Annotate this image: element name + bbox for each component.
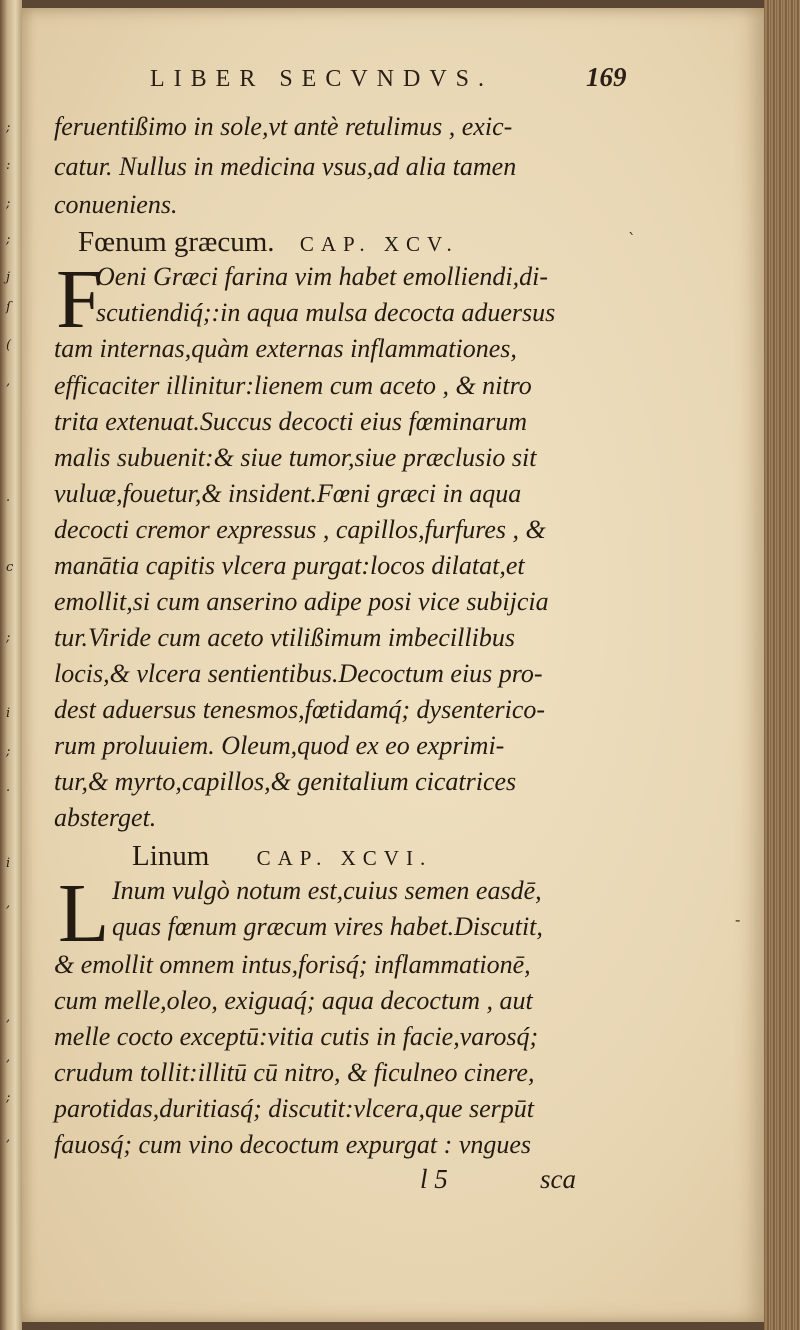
text-line: malis subuenit:& siue tumor,siue præclusio sit	[54, 443, 537, 472]
ink-speck: ˋ	[628, 230, 636, 249]
chapter-title: Fœnum græcum.	[78, 226, 275, 258]
book-fore-edge	[764, 0, 800, 1330]
signature-mark: l 5	[420, 1164, 448, 1194]
text-line: trita extenuat.Succus decocti eius fœminarum	[54, 407, 527, 436]
text-line: tam internas,quàm externas inflammationes,	[54, 334, 517, 363]
text-line: manātia capitis vlcera purgat:locos dilatat,et	[54, 551, 525, 580]
chapter-number: CAP. XCV.	[299, 232, 459, 256]
margin-marks: ; : ; ; j ſ ( , . c ; i ; . i , , , ; ,	[6, 120, 14, 1145]
text-line: locis,& vlcera sentientibus.Decoctum eius pro-	[54, 659, 543, 688]
text-line: tur.Viride cum aceto vtilißimum imbecillibus	[54, 623, 515, 652]
text-line: & emollit omnem intus,forisq́; inflammationē,	[54, 950, 531, 979]
text-line: crudum tollit:illitū cū nitro, & ficulneo cinere,	[54, 1058, 535, 1087]
text-line: feruentißimo in sole,vt antè retulimus , exic-	[54, 112, 513, 141]
text-line: emollit,si cum anserino adipe posi vice subijcia	[54, 587, 549, 616]
text-line: efficaciter illinitur:lienem cum aceto , & nitro	[54, 371, 532, 400]
running-head: LIBER SECVNDVS.	[150, 66, 494, 92]
text-line: quas fœnum græcum vires habet.Discutit,	[112, 912, 543, 941]
text-line: vuluæ,fouetur,& insident.Fœni græci in aqua	[54, 479, 522, 508]
text-line: catur. Nullus in medicina vsus,ad alia tamen	[54, 152, 517, 181]
text-line: rum proluuiem. Oleum,quod ex eo exprimi-	[54, 731, 505, 760]
text-line: absterget.	[54, 803, 157, 832]
drop-capital: F	[56, 253, 103, 346]
text-line: Oeni Græci farina vim habet emolliendi,di-	[96, 262, 549, 291]
text-line: scutiendiq́;:in aqua mulsa decocta aduersus	[96, 298, 556, 327]
chapter-heading	[78, 226, 459, 259]
text-line: melle cocto exceptū:vitia cutis in facie,varosq́;	[54, 1022, 539, 1051]
text-line: parotidas,duritiasq́; discutit:vlcera,que serpūt	[54, 1094, 534, 1123]
text-line: conueniens.	[54, 190, 178, 219]
catchword: sca	[540, 1164, 576, 1194]
chapter-heading	[132, 840, 432, 873]
chapter-number: CAP. XCVI.	[256, 846, 433, 870]
drop-capital: L	[58, 867, 110, 960]
page-number: 169	[586, 62, 627, 92]
ink-speck: -	[735, 910, 741, 929]
chapter-title: Linum	[132, 840, 210, 872]
text-line: tur,& myrto,capillos,& genitalium cicatrices	[54, 767, 517, 796]
text-line: fauosq́; cum vino decoctum expurgat : vngues	[54, 1130, 532, 1159]
text-line: dest aduersus tenesmos,fœtidamq́; dysenterico-	[54, 695, 546, 724]
text-line: cum melle,oleo, exiguaq́; aqua decoctum , aut	[54, 986, 533, 1015]
text-line: Inum vulgò notum est,cuius semen easdē,	[112, 876, 542, 905]
text-line: decocti cremor expressus , capillos,furfures , &	[54, 515, 546, 544]
